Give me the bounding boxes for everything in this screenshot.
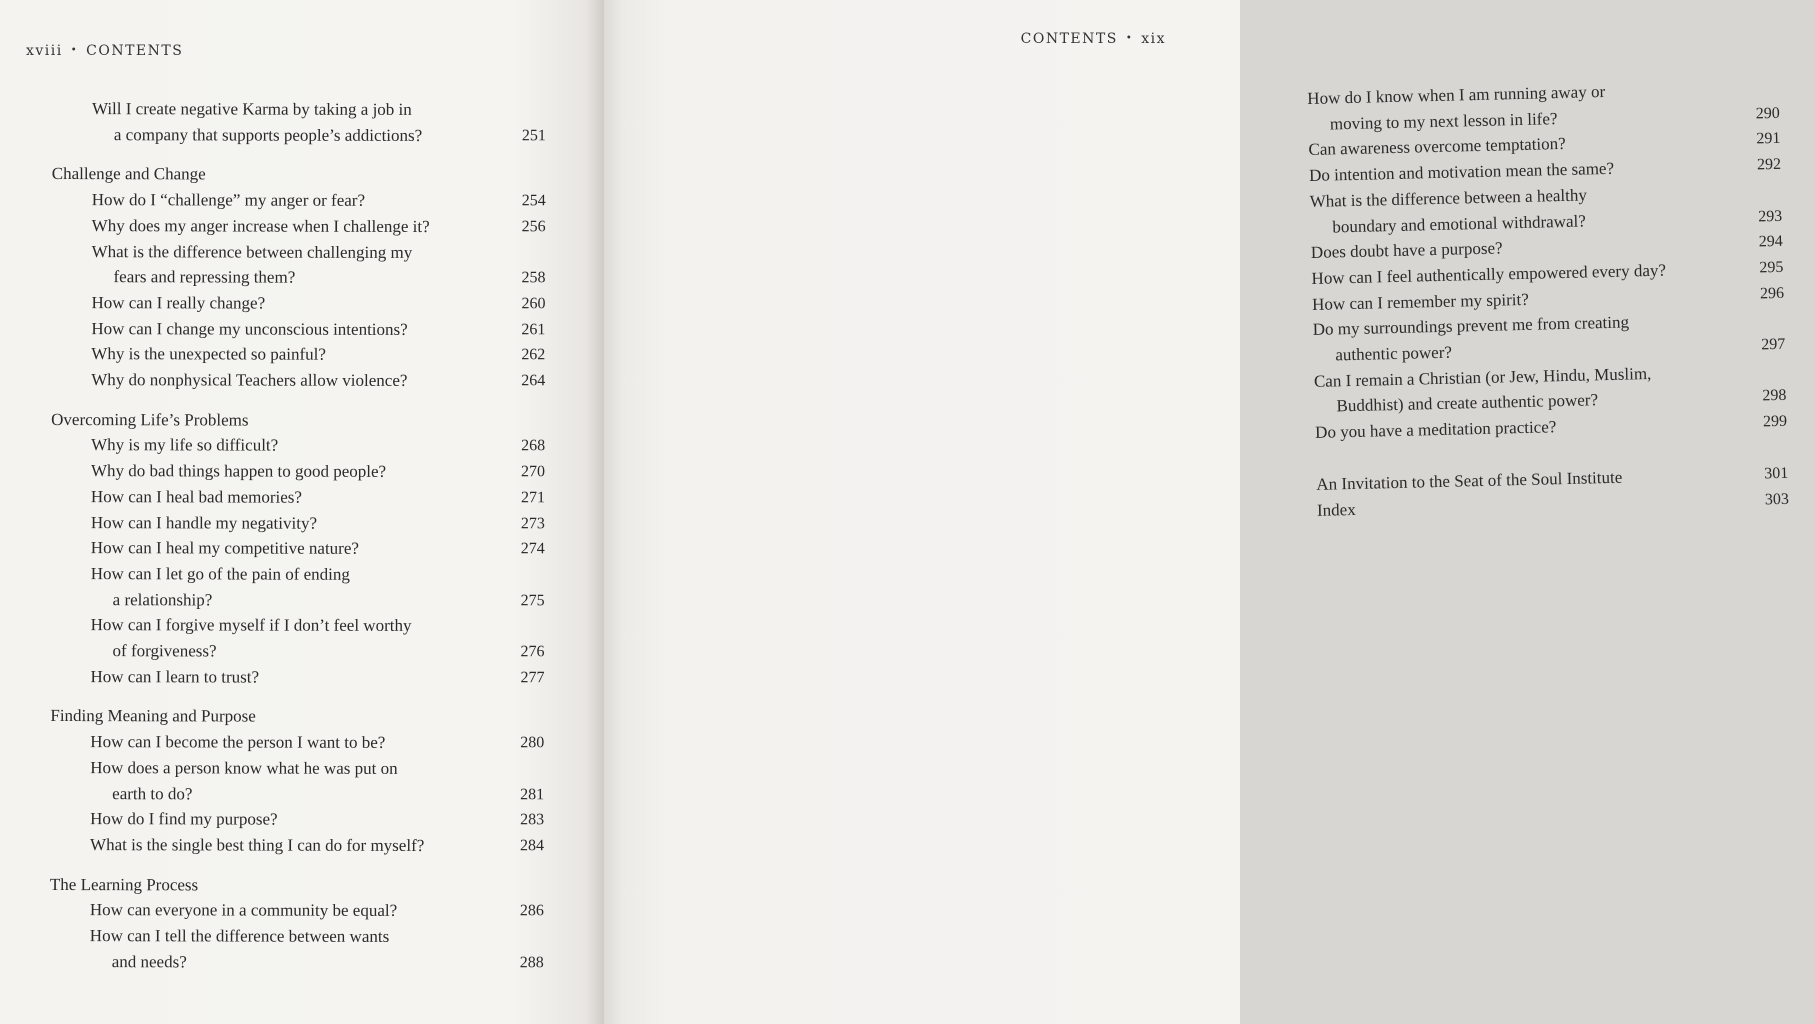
toc-page-number: 294 [1758,233,1783,251]
toc-entry [52,187,572,214]
toc-entry-title: How do I find my purpose? [90,809,278,829]
toc-page-number: 290 [1755,104,1780,123]
toc-section-heading: Overcoming Life’s Problems [51,409,249,430]
toc-entry [51,290,571,317]
toc-entry [51,367,571,394]
toc-section [50,407,571,691]
toc-entry-title: Why is the unexpected so painful? [91,344,326,365]
toc-entry-title: How can everyone in a community be equal? [89,900,398,921]
toc-page-number: 299 [1762,412,1788,431]
toc-entry [51,316,571,343]
separator-dot: • [1125,33,1134,44]
toc-page-number: 297 [1761,335,1786,354]
toc-entry-title: How can I heal my competitive nature? [90,538,359,559]
toc-entry-title: How can I tell the difference between wants [89,926,390,946]
toc-entry-title: Do you have a meditation practice? [1314,417,1557,443]
page-number-left: xviii [26,43,63,59]
toc-entry [51,535,571,562]
toc-entry-title: How can I let go of the pain of ending [90,564,350,584]
toc-page-number: 268 [521,437,546,455]
running-head-title: CONTENTS [86,43,184,59]
toc-entry-title: fears and repressing them? [113,267,296,287]
toc-page-number: 292 [1756,155,1782,174]
toc-entry-title: and needs? [111,951,187,972]
toc-entry [51,341,571,368]
toc-page-number: 262 [521,346,546,364]
toc-entry-title: Why is my life so difficult? [91,435,279,456]
toc-entry-title: Can awareness overcome temptation? [1308,134,1566,160]
toc-section-heading: Finding Meaning and Purpose [50,706,256,727]
toc-entry [50,897,570,924]
toc-entry-title: Why do bad things happen to good people? [90,461,387,482]
toc-page-number: 277 [520,668,545,687]
toc-page-number: 284 [520,837,545,855]
toc-section [52,96,572,149]
toc-page-number: 296 [1759,284,1785,303]
toc-page-number: 298 [1762,387,1787,405]
toc-page-number: 286 [519,902,544,920]
toc-entry-title: How can I feel authentically empowered every day? [1311,260,1667,288]
toc-section [51,161,572,394]
left-page [0,0,604,1024]
toc-entry-title: An Invitation to the Seat of the Soul Institute [1316,467,1623,494]
toc-entry-title: of forgiveness? [112,641,217,661]
toc-entry [51,561,571,614]
toc-page-number: 271 [520,489,545,507]
toc-entry [50,729,570,756]
toc-page-number: 303 [1764,490,1790,508]
running-head-title: CONTENTS [1020,31,1118,47]
separator-dot: • [70,45,79,56]
toc-entry-title: Can I remain a Christian (or Jew, Hindu, Muslim, [1313,363,1652,391]
toc-entry [52,213,572,240]
toc-page-number: 261 [521,320,546,338]
toc-entry-title: How can I forgive myself if I don’t feel worthy [90,615,412,636]
right-page [604,0,1790,1024]
toc-entry [50,806,570,833]
toc-entry-title: Will I create negative Karma by taking a job in [91,99,412,119]
toc-right-column [1307,75,1797,523]
toc-section-heading: Challenge and Change [51,164,206,184]
toc-entry [51,612,571,665]
toc-entry-title: How can I handle my negativity? [90,512,318,533]
toc-entry-title: How can I learn to trust? [90,666,260,687]
toc-entry [50,664,570,691]
toc-entry-title: What is the single best thing I can do for myself? [90,835,425,855]
toc-page-number: 260 [521,295,546,313]
toc-entry [50,832,570,859]
toc-page-number: 280 [520,734,545,752]
toc-entry-title: Index [1316,499,1356,520]
toc-entry-title: What is the difference between challenging my [91,241,413,262]
toc-entry-title: Does doubt have a purpose? [1310,238,1503,263]
toc-entry [51,432,571,459]
toc-entry-title: Do intention and motivation mean the same? [1308,158,1615,186]
toc-page-number: 273 [520,514,545,532]
toc-section [50,703,570,859]
toc-entry-title: How can I remember my spirit? [1311,289,1529,314]
toc-page-number: 293 [1757,207,1783,225]
toc-left-column [50,96,572,990]
toc-entry [51,510,571,537]
running-head-left [26,43,183,59]
toc-entry-title: Do my surroundings prevent me from creating [1312,312,1630,340]
toc-section-heading: The Learning Process [49,874,199,895]
toc-entry-title: How do I “challenge” my anger or fear? [91,190,366,210]
toc-page-number: 301 [1764,464,1789,483]
toc-entry-title: How can I become the person I want to be? [90,732,386,753]
toc-entry-title: a company that supports people’s addictions? [113,124,423,145]
toc-entry-title: Why do nonphysical Teachers allow violence? [91,370,408,390]
toc-page-number: 254 [521,192,546,210]
toc-entry-title: How can I change my unconscious intentions? [91,318,408,339]
toc-entry-title: How do I know when I am running away or [1307,81,1606,108]
toc-page-number: 258 [521,269,546,287]
toc-entry [51,239,571,292]
toc-entry-title: How can I heal bad memories? [90,486,302,507]
toc-page-number: 288 [519,954,544,972]
toc-page-number: 275 [520,591,545,609]
toc-page-number: 276 [520,643,545,661]
toc-entry-title: earth to do? [112,783,193,803]
toc-entry-title: a relationship? [112,589,213,610]
toc-entry [50,923,570,976]
toc-page-number: 251 [521,126,546,144]
toc-page-number: 295 [1759,258,1784,277]
running-head-right [1021,31,1166,47]
toc-page-number: 270 [520,463,546,481]
toc-entry-title: authentic power? [1335,342,1453,365]
toc-page-number: 256 [521,218,546,236]
toc-entry-title: Buddhist) and create authentic power? [1336,390,1599,416]
toc-entry [52,96,572,149]
toc-entry-title: boundary and emotional withdrawal? [1332,210,1586,236]
toc-page-number: 291 [1756,130,1781,148]
toc-entry [51,458,571,485]
toc-page-number: 283 [520,811,545,829]
toc-entry-title: Why does my anger increase when I challenge it? [91,215,430,236]
toc-entry-title: moving to my next lesson in life? [1329,108,1558,134]
toc-section [50,872,570,976]
toc-entry-title: How can I really change? [91,293,266,313]
toc-entry-title: What is the difference between a healthy [1309,185,1588,211]
toc-page-number: 274 [520,540,545,558]
page-number-right: xix [1141,31,1166,47]
toc-page-number: 264 [521,372,546,390]
toc-entry [51,484,571,511]
toc-entry [50,755,570,808]
toc-entry-title: How does a person know what he was put on [90,757,398,778]
toc-page-number: 281 [520,785,545,803]
